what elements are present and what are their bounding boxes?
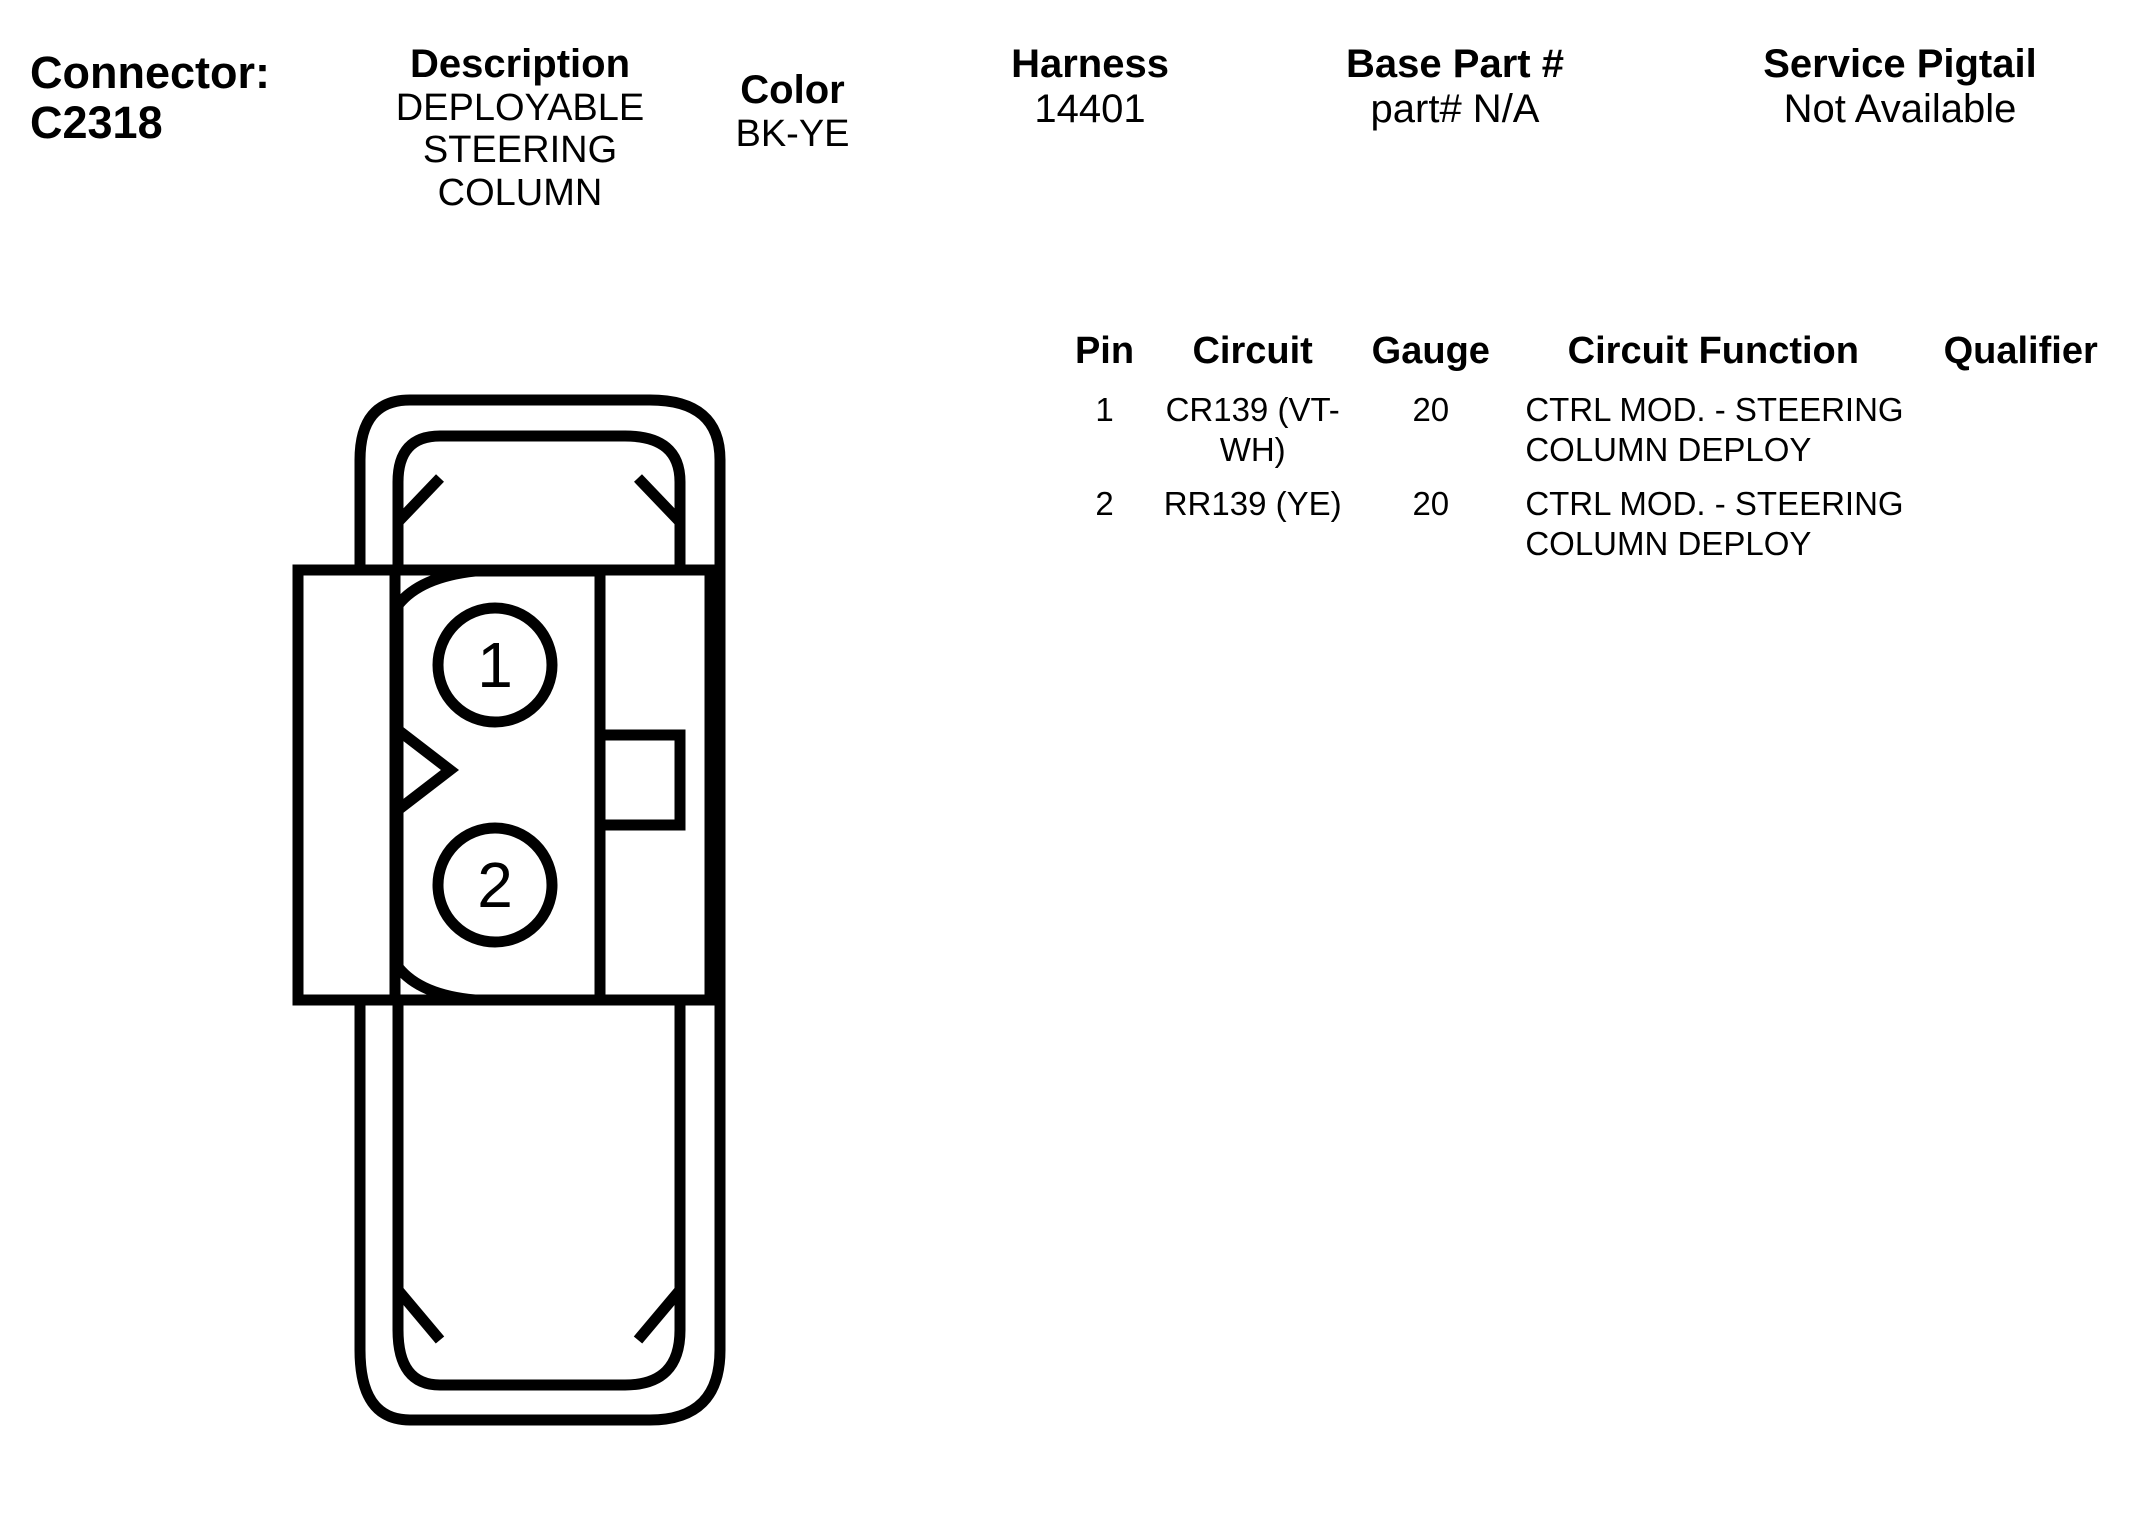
pin-table (1060, 330, 2120, 574)
cell-circuit: CR139 (VT-WH) (1165, 391, 1340, 469)
connector-id: C2318 (30, 97, 163, 149)
column-header-circuit: Circuit (1192, 330, 1313, 372)
description-value: DEPLOYABLE STEERING COLUMN (395, 86, 645, 214)
pin-1-label: 1 (477, 629, 513, 701)
table-row (1060, 387, 2120, 481)
service-pigtail-label: Service Pigtail (1763, 42, 2037, 86)
column-header-function: Circuit Function (1567, 330, 1859, 372)
cell-pin: 1 (1095, 391, 1114, 428)
cell-gauge: 20 (1412, 484, 1450, 522)
cell-pin: 2 (1095, 484, 1114, 522)
connector-drawing (290, 355, 930, 1480)
cell-qualifier (1921, 387, 2120, 481)
cell-qualifier (1921, 481, 2120, 575)
chamfer-bottom-left (398, 1290, 440, 1340)
table-row (1060, 481, 2120, 575)
header-connector (30, 48, 360, 149)
header-service-pigtail (1700, 42, 2100, 132)
column-header-gauge: Gauge (1371, 330, 1490, 372)
base-part-label: Base Part # (1346, 42, 1564, 86)
column-header-qualifier: Qualifier (1943, 330, 2098, 372)
service-pigtail-value: Not Available (1783, 86, 2017, 131)
pin-2-label: 2 (477, 849, 513, 921)
chamfer-top-left (398, 478, 440, 522)
cell-circuit: RR139 (YE) (1163, 484, 1342, 522)
cell-function: CTRL MOD. - STEERING COLUMN DEPLOY (1525, 484, 1904, 562)
header-bar (0, 0, 2134, 260)
harness-label: Harness (1011, 42, 1169, 86)
column-header-pin: Pin (1074, 330, 1135, 372)
chamfer-bottom-right (638, 1290, 680, 1340)
connector-label: Connector: (30, 47, 270, 98)
table-header-row (1060, 330, 2120, 387)
harness-value: 14401 (1034, 86, 1146, 131)
color-label: Color (740, 68, 845, 112)
description-label: Description (409, 42, 631, 86)
header-base-part (1290, 42, 1620, 132)
header-description (370, 42, 670, 214)
header-color (700, 68, 885, 155)
color-value: BK-YE (735, 112, 850, 155)
chamfer-top-right (638, 478, 680, 522)
header-harness (930, 42, 1250, 132)
cell-function: CTRL MOD. - STEERING COLUMN DEPLOY (1525, 391, 1904, 469)
base-part-value: part# N/A (1370, 86, 1540, 131)
cell-gauge: 20 (1412, 391, 1450, 428)
